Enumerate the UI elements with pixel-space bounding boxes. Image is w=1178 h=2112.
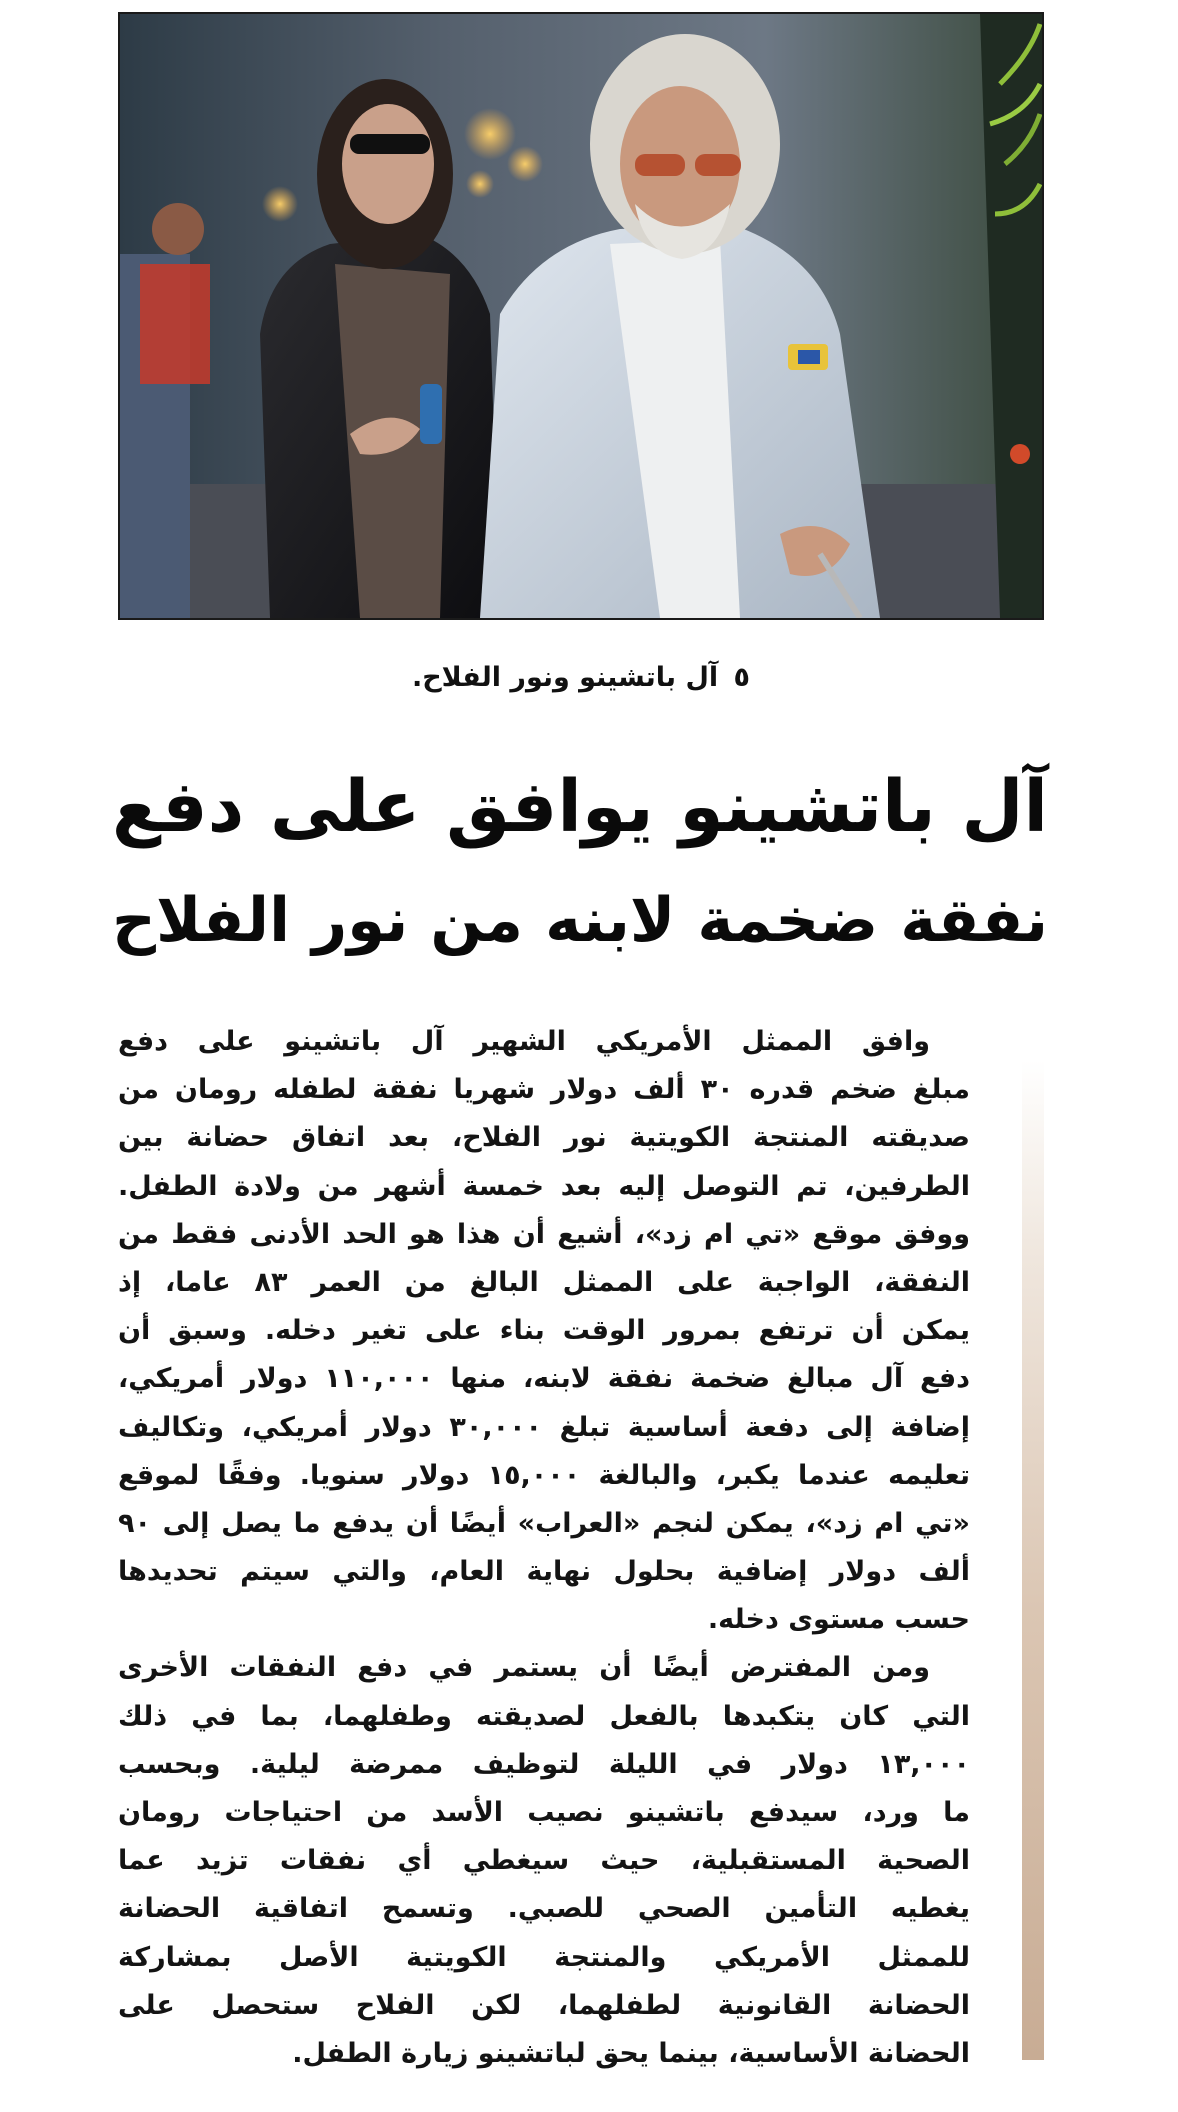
body-line: ومن المفترض أيضًا أن يستمر في دفع النفقات الأخرى <box>118 1652 930 1684</box>
body-line: ١٣,٠٠٠ دولار في الليلة لتوظيف ممرضة ليلية. وبحسب <box>118 1748 970 1780</box>
headline <box>112 750 1048 978</box>
body-line: ألف دولار إضافية بحلول نهاية العام، والتي سيتم تحديدها <box>118 1556 970 1588</box>
body-line: الحضانة الأساسية، بينما يحق لباتشينو زيارة الطفل. <box>292 2037 970 2069</box>
body-line: يمكن أن ترتفع بمرور الوقت بناء على تغير دخله. وسبق أن <box>118 1315 970 1347</box>
body-line: إضافة إلى دفعة أساسية تبلغ ٣٠,٠٠٠ دولار أمريكي، وتكاليف <box>118 1411 970 1443</box>
body-line: وافق الممثل الأمريكي الشهير آل باتشينو على دفع <box>118 1026 930 1057</box>
body-line: التي كان يتكبدها بالفعل لصديقته وطفلهما، بما في ذلك <box>118 1700 970 1732</box>
body-line: الطرفين، تم التوصل إليه بعد خمسة أشهر من ولادة الطفل. <box>118 1170 970 1202</box>
body-line: «تي ام زد»، يمكن لنجم «العراب» أيضًا أن يدفع ما يصل إلى ٩٠ <box>118 1507 970 1539</box>
photo-icon <box>120 14 1042 618</box>
article-photo <box>118 12 1044 620</box>
body-line: الصحية المستقبلية، حيث سيغطي أي نفقات تزيد عما <box>118 1845 970 1877</box>
body-line: حسب مستوى دخله. <box>707 1604 970 1636</box>
body-line: للممثل الأمريكي والمنتجة الكويتية الأصل بمشاركة <box>118 1941 970 1973</box>
body-line: مبلغ ضخم قدره ٣٠ ألف دولار شهريا نفقة لطفله رومان من <box>118 1074 970 1106</box>
photo-caption <box>118 658 1044 698</box>
body-line: صديقته المنتجة الكويتية نور الفلاح، بعد اتفاق حضانة بين <box>118 1122 970 1154</box>
article-body <box>118 1018 970 2078</box>
body-line: تعليمه عندما يكبر، والبالغة ١٥,٠٠٠ دولار سنويا. وفقًا لموقع <box>118 1459 971 1491</box>
caption-marker: ٥ <box>733 662 751 693</box>
body-line: دفع آل مبالغ ضخمة نفقة لابنه، منها ١١٠,٠٠٠ دولار أمريكي، <box>118 1363 970 1395</box>
body-line: النفقة، الواجبة على الممثل البالغ من العمر ٨٣ عاما، إذ <box>118 1266 970 1298</box>
body-line: ووفق موقع «تي ام زد»، أشيع أن هذا هو الحد الأدنى فقط من <box>118 1218 970 1250</box>
headline-line-1: آل باتشينو يوافق على دفع <box>112 765 1048 848</box>
decorative-strip <box>1022 1060 1044 2060</box>
body-line: ما ورد، سيدفع باتشينو نصيب الأسد من احتياجات رومان <box>118 1797 970 1828</box>
body-line: يغطيه التأمين الصحي للصبي. وتسمح اتفاقية الحضانة <box>118 1893 970 1925</box>
headline-line-2: نفقة ضخمة لابنه من نور الفلاح <box>112 885 1048 956</box>
caption-text: آل باتشينو ونور الفلاح. <box>411 662 719 693</box>
body-line: الحضانة القانونية لطفلهما، لكن الفلاح ستحصل على <box>118 1989 970 2021</box>
